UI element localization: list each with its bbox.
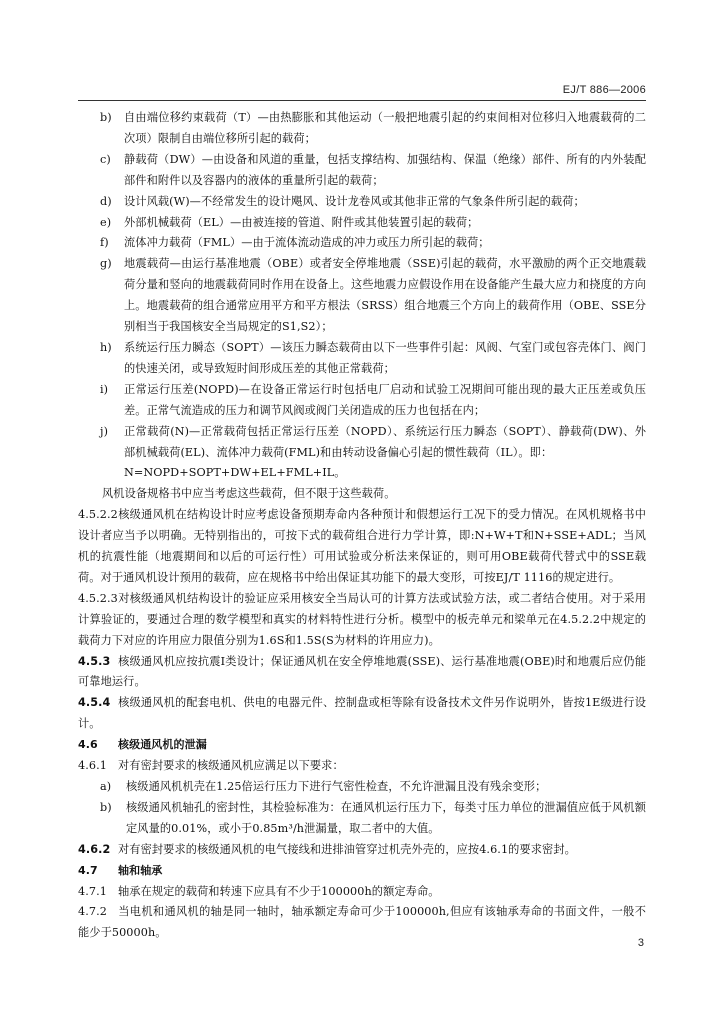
list-item bbox=[78, 380, 646, 422]
document-code: EJ/T 886—2006 bbox=[562, 84, 646, 96]
section-number: 4.5.2.3 bbox=[78, 591, 118, 605]
section-number: 4.5.3 bbox=[78, 654, 111, 668]
list-item-label: d) bbox=[100, 194, 112, 208]
list-item bbox=[78, 150, 646, 192]
page-number: 3 bbox=[637, 937, 644, 949]
section-heading bbox=[78, 735, 646, 756]
list-item-text: 静载荷（DW）—由设备和风道的重量，包括支撑结构、加强结构、保温（绝缘）部件、所有的内外装配部件和附件以及容器内的液体的重量所引起的载荷； bbox=[124, 152, 646, 187]
list-item-text: 自由端位移约束载荷（T）—由热膨胀和其他运动（一般把地震引起的约束间相对位移归入地震载荷的二次项）限制自由端位移所引起的载荷； bbox=[124, 111, 646, 145]
list-item bbox=[78, 108, 646, 150]
heading-title: 轴和轴承 bbox=[118, 863, 163, 877]
section-number: 4.5.4 bbox=[78, 696, 111, 710]
list-item bbox=[78, 338, 646, 380]
list-item-text: 正常载荷(N)—正常载荷包括正常运行压差（NOPD）、系统运行压力瞬态（SOPT）、静载荷(DW)、外部机械载荷(EL)、流体冲力载荷(FML)和由转动设备偏心引起的惯性载荷（IL）。即： bbox=[124, 424, 646, 459]
list-item-text: 系统运行压力瞬态（SOPT）—该压力瞬态载荷由以下一些事件引起：风阀、气室门或包容壳体门、阀门的快速关闭，或导致短时间形成压差的其他正常载荷； bbox=[124, 340, 646, 375]
list-item bbox=[78, 254, 646, 338]
list-item bbox=[78, 192, 646, 213]
list-item-label: e) bbox=[100, 215, 112, 229]
section-paragraph bbox=[78, 882, 646, 903]
list-item bbox=[78, 422, 646, 464]
section-paragraph bbox=[78, 589, 646, 652]
loads-paragraph: 风机设备规格书中应当考虑这些载荷，但不限于这些载荷。 bbox=[102, 487, 396, 501]
section-text: 核级通风机在结构设计时应考虑设备预期寿命内各种预计和假想运行工况下的受力情况。在风机规格书中设计者应当予以明确。无特别指出的，可按下式的载荷组合进行力学计算，即:N+W+T和N+SSE+ADL；当风机的抗震性能（地震期间和以后的可运行性）可用试验或分析法来保证的，则可用OBE载荷代替式中的SSE载荷。对于通风机设计预用的载荷，应在规格书中给出保证其功能下的最大变形，可按EJ/T 1116的规定进行。 bbox=[78, 508, 646, 584]
section-text: 轴承在规定的载荷和转速下应具有不少于100000h的额定寿命。 bbox=[118, 884, 440, 898]
section-text: 对有密封要求的核级通风机应满足以下要求： bbox=[118, 759, 344, 773]
list-item-label: b) bbox=[100, 111, 112, 124]
list-item-label: f) bbox=[100, 236, 109, 250]
list-item-text: 设计风载(W)—不经常发生的设计飓风、设计龙卷风或其他非正常的气象条件所引起的载荷； bbox=[124, 194, 585, 208]
section-number: 4.7.2 bbox=[78, 905, 107, 919]
list-item-label: c) bbox=[100, 152, 111, 166]
list-item-label: j) bbox=[100, 424, 109, 438]
section-paragraph bbox=[78, 652, 646, 694]
section-paragraph bbox=[78, 693, 646, 735]
list-item-label: b) bbox=[100, 800, 112, 814]
list-item bbox=[78, 233, 646, 254]
section-number: 4.5.2.2 bbox=[78, 508, 118, 522]
section-text: 核级通风机应按抗震Ⅰ类设计；保证通风机在安全停堆地震(SSE)、运行基准地震(OBE)时和地震后应仍能可靠地运行。 bbox=[78, 654, 646, 689]
list-item-text: 核级通风机轴孔的密封性，其检验标准为：在通风机运行压力下，每类寸压力单位的泄漏值应低于风机额定风量的0.01%，或小于0.85m³/h泄漏量，取二者中的大值。 bbox=[126, 800, 646, 835]
list-item-label: a) bbox=[100, 780, 112, 793]
list-item-text: 核级通风机机壳在1.25倍运行压力下进行气密性检查，不允许泄漏且没有残余变形； bbox=[126, 780, 547, 793]
section-number: 4.6.1 bbox=[78, 759, 107, 773]
list-item bbox=[78, 798, 646, 840]
list-item-label: h) bbox=[100, 340, 112, 354]
section-paragraph bbox=[78, 756, 646, 777]
heading-number: 4.7 bbox=[78, 863, 98, 877]
heading-number: 4.6 bbox=[78, 738, 98, 752]
load-formula: N=NOPD+SOPT+DW+EL+FML+IL。 bbox=[124, 466, 346, 480]
list-item-text: 流体冲力载荷（FML）—由于流体流动造成的冲力或压力所引起的载荷； bbox=[124, 236, 490, 250]
header-rule bbox=[78, 100, 646, 101]
section-text: 对有密封要求的核级通风机的电气接线和进排油管穿过机壳外壳的，应按4.6.1的要求密封。 bbox=[118, 842, 576, 856]
section-paragraph bbox=[78, 902, 646, 944]
section-number: 4.7.1 bbox=[78, 884, 107, 898]
section-paragraph bbox=[78, 840, 646, 861]
list-item-text: 外部机械载荷（EL）—由被连接的管道、附件或其他装置引起的载荷； bbox=[124, 215, 479, 229]
heading-title: 核级通风机的泄漏 bbox=[118, 738, 207, 752]
list-item bbox=[78, 777, 646, 798]
section-text: 对核级通风机结构设计的验证应采用核安全当局认可的计算方法或试验方法，或二者结合使用。对于采用计算验证的，要通过合理的数学模型和真实的材料特性进行分析。模型中的板壳单元和梁单元在4.5.2.2中规定的载荷力下对应的许用应力限值分别为1.6S和1.5S(S为材料的许用应力)。 bbox=[78, 591, 646, 647]
section-text: 核级通风机的配套电机、供电的电器元件、控制盘或柜等除有设备技术文件另作说明外，皆按1E级进行设计。 bbox=[78, 696, 646, 731]
list-item-text: 正常运行压差(NOPD)—在设备正常运行时包括电厂启动和试验工况期间可能出现的最大正压差或负压差。正常气流造成的压力和调节风阀或阀门关闭造成的压力也包括在内； bbox=[124, 382, 646, 417]
page-content bbox=[78, 108, 646, 944]
list-item bbox=[78, 213, 646, 234]
list-item-label: i) bbox=[100, 382, 109, 396]
section-heading bbox=[78, 861, 646, 882]
section-text: 当电机和通风机的轴是同一轴时，轴承额定寿命可少于100000h,但应有该轴承寿命的书面文件，一般不能少于50000h。 bbox=[78, 905, 646, 940]
section-number: 4.6.2 bbox=[78, 842, 111, 856]
section-paragraph bbox=[78, 505, 646, 589]
list-item-text: 地震载荷—由运行基准地震（OBE）或者安全停堆地震（SSE)引起的载荷，水平激励的两个正交地震载荷分量和竖向的地震载荷同时作用在设备上。这些地震力应假设作用在设备能产生最大应力和挠度的方向上。地震载荷的组合通常应用平方和平方根法（SRSS）组合地震三个方向上的载荷作用（OBE、SSE分别相当于我国核安全当局规定的S1,S2）； bbox=[124, 257, 646, 334]
list-item-label: g) bbox=[100, 257, 112, 271]
